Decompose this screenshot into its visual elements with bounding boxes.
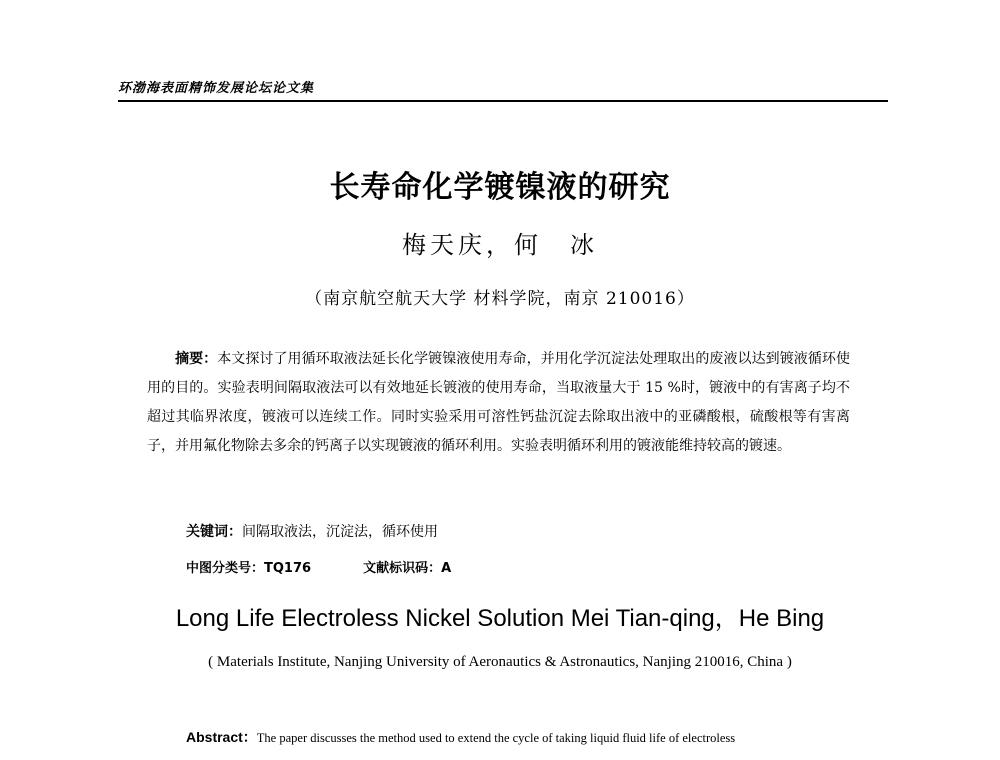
english-abstract [186, 727, 851, 747]
doc-code-label: 文献标识码： [363, 561, 442, 576]
english-title: Long Life Electroless Nickel Solution Mei Tian-qing，He Bing [175, 605, 825, 632]
keywords-text: 间隔取液法，沉淀法，循环使用 [242, 524, 438, 540]
chinese-abstract-label: 摘要： [175, 351, 218, 367]
english-abstract-text: The paper discusses the method used to extend the cycle of taking liquid fluid life of electroless [256, 731, 736, 745]
chinese-title: 长寿命化学镀镍液的研究 [329, 170, 671, 205]
chinese-keywords [186, 521, 438, 541]
english-affiliation: ( Materials Institute, Nanjing University of Aeronautics & Astronautics, Nanjing 210016, China ) [208, 654, 792, 670]
keywords-label: 关键词： [186, 524, 242, 540]
header-rule [118, 100, 888, 102]
chinese-abstract [147, 345, 850, 461]
clc-label: 中图分类号： [186, 561, 265, 576]
chinese-affiliation: （南京航空航天大学 材料学院，南京 210016） [305, 289, 695, 309]
classification-line [186, 557, 451, 576]
english-abstract-label: Abstract： [186, 729, 257, 745]
clc-value: TQ176 [264, 561, 312, 576]
running-header: 环渤海表面精饰发展论坛论文集 [118, 81, 315, 96]
chinese-abstract-text: 本文探讨了用循环取液法延长化学镀镍液使用寿命，并用化学沉淀法处理取出的废液以达到镀液循环使用的目的。实验表明间隔取液法可以有效地延长镀液的使用寿命，当取液量大于 15 %时，镀液中的有害离子均不超过其临界浓度，镀液可以连续工作。同时实验采用可溶性钙盐沉淀去除取出液中的亚磷酸根，硫酸根等有害离子，并用氟化物除去多余的钙离子以实现镀液的循环利用。实验表明循环利用的镀液能维持较高的镀速。 [147, 351, 850, 454]
chinese-authors: 梅天庆，何 冰 [402, 231, 598, 259]
doc-code-value: A [441, 561, 452, 576]
